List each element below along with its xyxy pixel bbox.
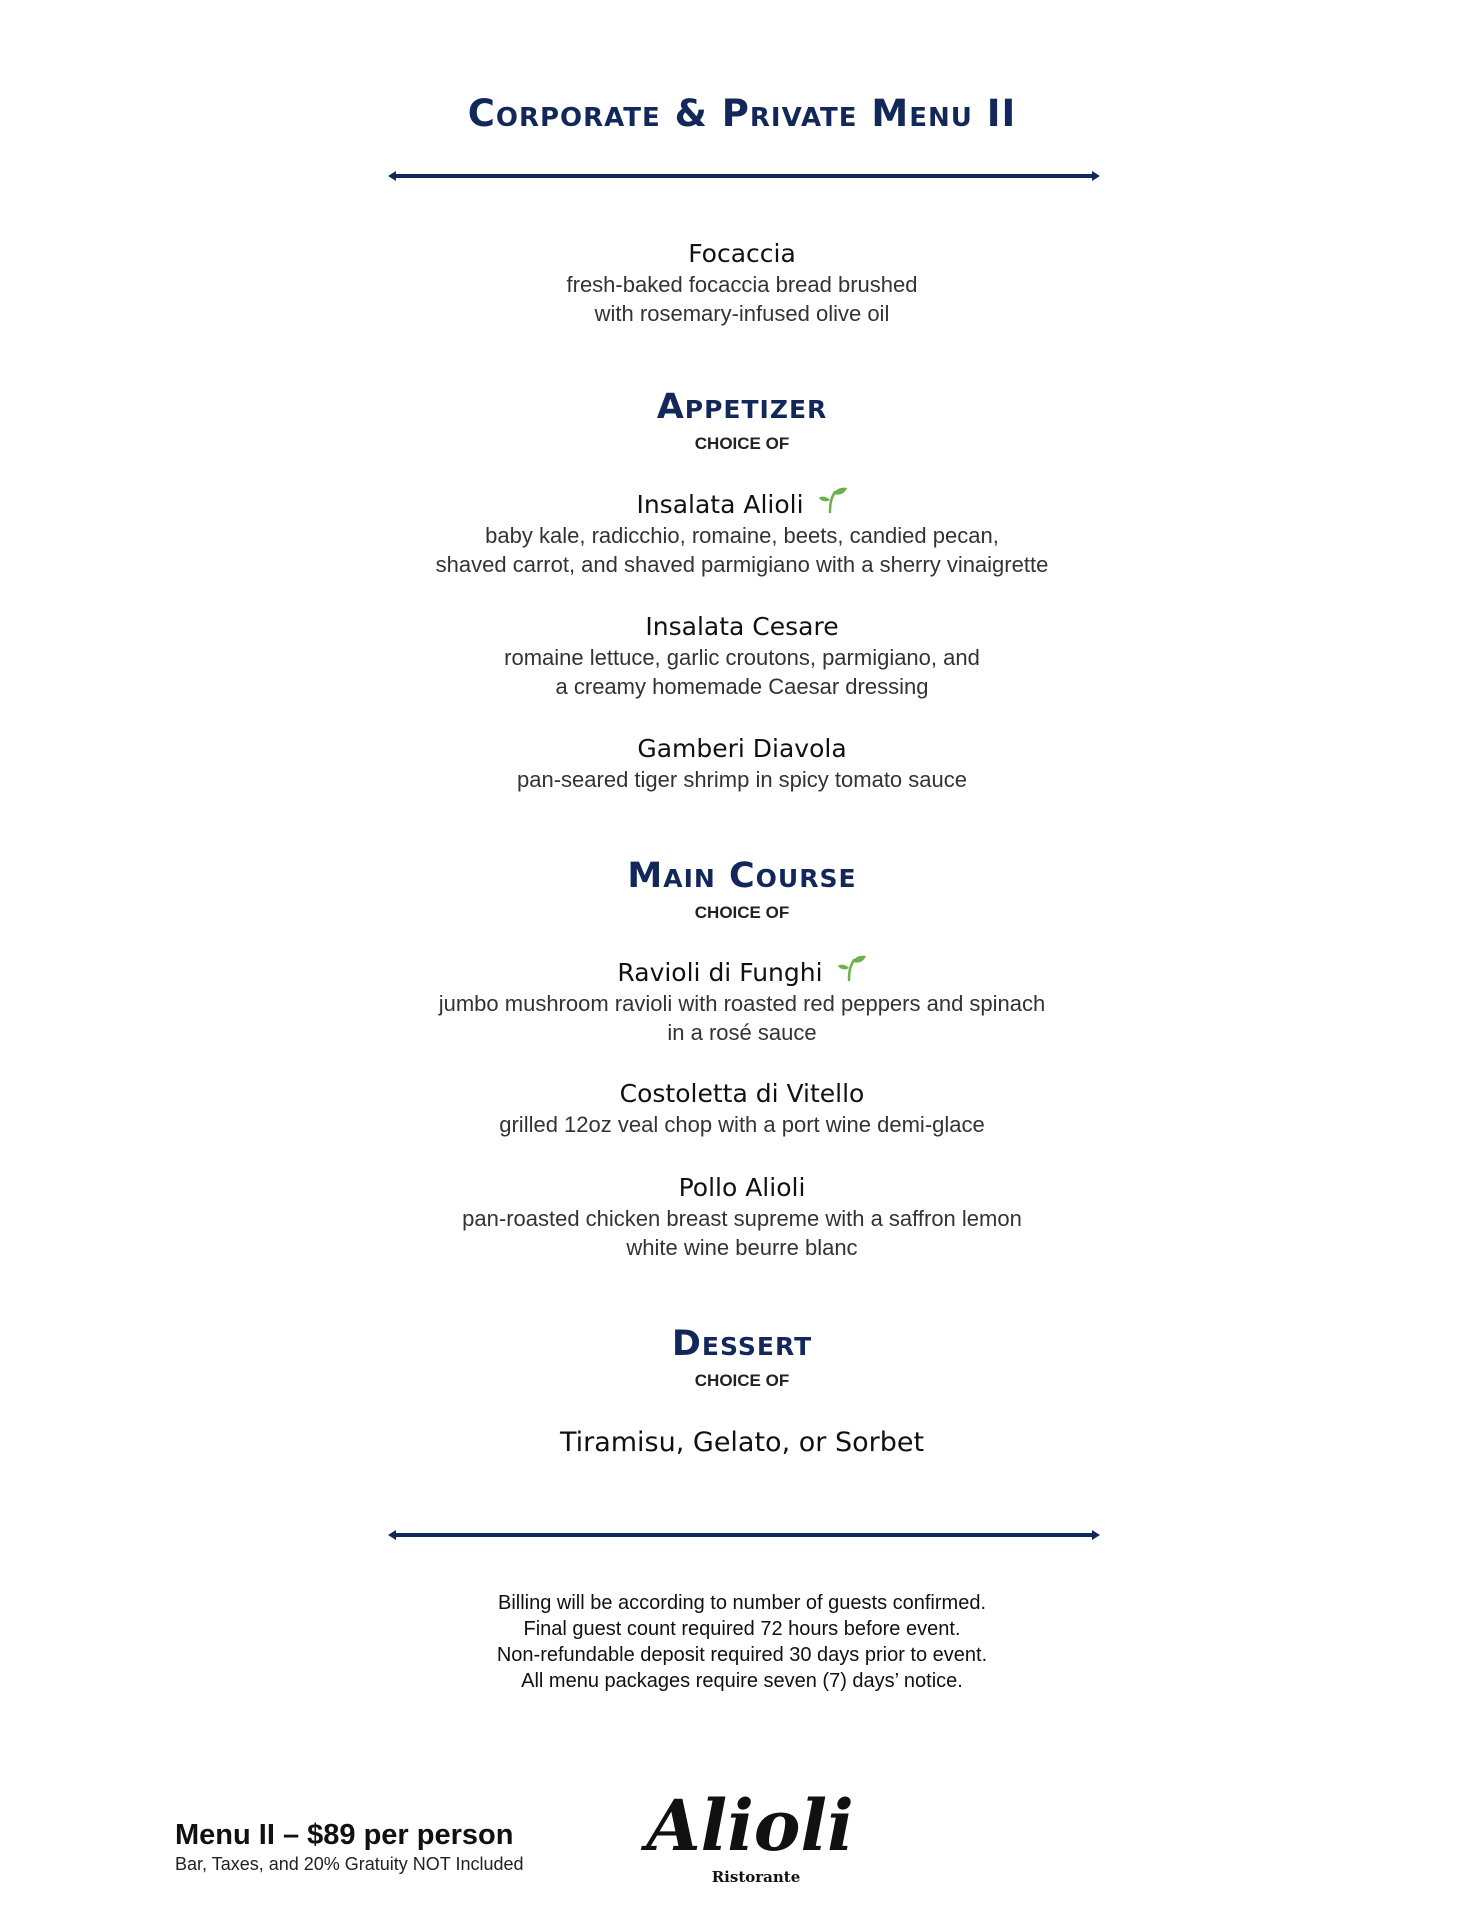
- appetizer-item-desc-line2: a creamy homemade Caesar dressing: [555, 674, 929, 699]
- dessert-choice-label: CHOICE OF: [694, 1371, 790, 1390]
- dessert-item: [0, 1427, 1484, 1459]
- logo-wordmark: Alioli: [646, 1784, 854, 1867]
- price-label: Menu II – $89 per person: [175, 1819, 514, 1851]
- note-line: Final guest count required 72 hours before event.: [523, 1618, 961, 1640]
- main-course-choice-label: CHOICE OF: [694, 903, 790, 922]
- billing-notes: [0, 1590, 1484, 1694]
- top-divider: [388, 169, 1100, 183]
- dessert-title: Dessert: [671, 1324, 813, 1364]
- appetizer-title: Appetizer: [656, 387, 828, 427]
- main-course-title: Main Course: [627, 856, 857, 896]
- appetizer-item: [0, 733, 1484, 794]
- vegetarian-leaf-icon: [837, 954, 867, 982]
- main-course-item-desc-line1: pan-roasted chicken breast supreme with a saffron lemon: [462, 1206, 1022, 1231]
- starter-item: [0, 238, 1484, 328]
- appetizer-item: [0, 489, 1484, 579]
- note-line: Billing will be according to number of guests confirmed.: [497, 1592, 987, 1614]
- note-line: Non-refundable deposit required 30 days prior to event.: [496, 1644, 988, 1666]
- main-course-item: [0, 1078, 1484, 1139]
- main-course-item-desc-line2: white wine beurre blanc: [626, 1235, 858, 1260]
- main-course-header: [0, 855, 1484, 925]
- dessert-header: [0, 1323, 1484, 1393]
- appetizer-item-name: Gamberi Diavola: [637, 734, 847, 763]
- appetizer-choice-label: CHOICE OF: [694, 434, 790, 453]
- appetizer-item-desc-line2: shaved carrot, and shaved parmigiano with a sherry vinaigrette: [435, 552, 1049, 577]
- appetizer-item-desc-line1: romaine lettuce, garlic croutons, parmigiano, and: [504, 645, 980, 670]
- bottom-divider: [388, 1528, 1100, 1542]
- starter-desc-line2: with rosemary-infused olive oil: [594, 301, 890, 326]
- logo-tagline: Ristorante: [711, 1868, 801, 1886]
- vegetarian-leaf-icon: [818, 486, 848, 514]
- note-line: All menu packages require seven (7) days’ notice.: [521, 1670, 963, 1692]
- main-course-item: [0, 1172, 1484, 1262]
- price-block: [175, 1818, 524, 1876]
- starter-desc-line1: fresh-baked focaccia bread brushed: [566, 272, 918, 297]
- main-course-item-name: Ravioli di Funghi: [617, 958, 823, 987]
- appetizer-header: [0, 386, 1484, 456]
- main-course-item-desc-line1: grilled 12oz veal chop with a port wine demi-glace: [499, 1112, 985, 1137]
- main-course-item-desc-line1: jumbo mushroom ravioli with roasted red peppers and spinach: [438, 991, 1046, 1016]
- main-course-item-name: Pollo Alioli: [678, 1173, 806, 1202]
- appetizer-item-desc-line1: pan-seared tiger shrimp in spicy tomato sauce: [517, 767, 967, 792]
- menu-title: Corporate & Private Menu II: [467, 92, 1017, 135]
- price-disclaimer: Bar, Taxes, and 20% Gratuity NOT Included: [175, 1854, 524, 1874]
- main-course-item-desc-line2: in a rosé sauce: [667, 1020, 817, 1045]
- appetizer-item-name: Insalata Alioli: [636, 490, 804, 519]
- starter-name: Focaccia: [688, 239, 796, 268]
- main-course-item-name: Costoletta di Vitello: [619, 1079, 865, 1108]
- appetizer-item-name: Insalata Cesare: [645, 612, 839, 641]
- alioli-logo: [640, 1782, 860, 1887]
- main-course-item: [0, 957, 1484, 1047]
- appetizer-item-desc-line1: baby kale, radicchio, romaine, beets, candied pecan,: [485, 523, 999, 548]
- dessert-item-name: Tiramisu, Gelato, or Sorbet: [559, 1427, 925, 1458]
- appetizer-item: [0, 611, 1484, 701]
